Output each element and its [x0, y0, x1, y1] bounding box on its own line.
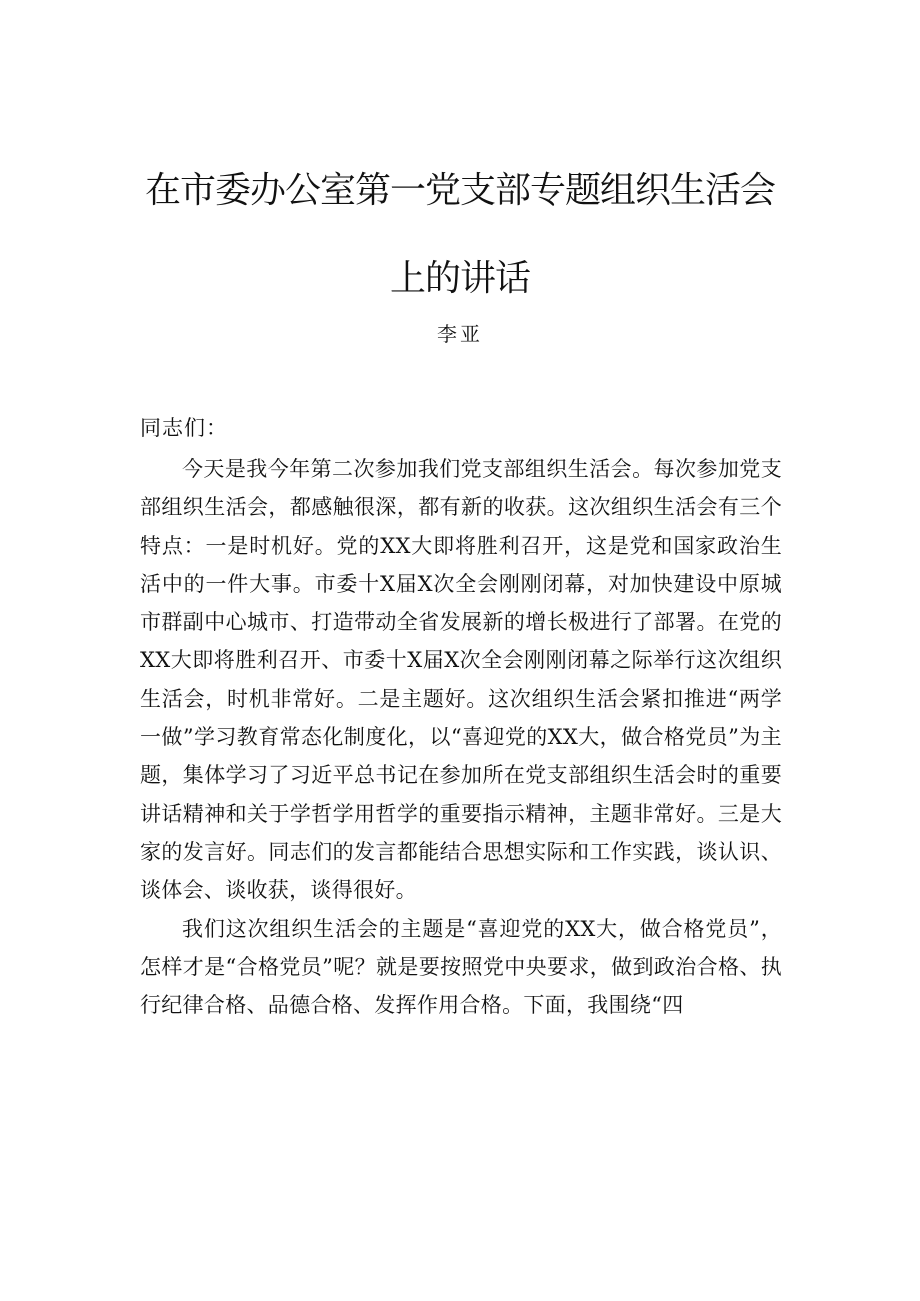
body-paragraph-1: 今天是我今年第二次参加我们党支部组织生活会。每次参加党支部组织生活会，都感触很深，都有新的收获。这次组织生活会有三个特点：一是时机好。党的XX大即将胜利召开，这是党和国家政治生活中的一件大事。市委十X届X次全会刚刚闭幕，对加快建设中原城市群副中心城市、打造带动全省发展新的增长极进行了部署。在党的XX大即将胜利召开、市委十X届X次全会刚刚闭幕之际举行这次组织生活会，时机非常好。二是主题好。这次组织生活会紧扣推进“两学一做”学习教育常态化制度化，以“喜迎党的XX大，做合格党员”为主题，集体学习了习近平总书记在参加所在党支部组织生活会时的重要讲话精神和关于学哲学用哲学的重要指示精神，主题非常好。三是大家的发言好。同志们的发言都能结合思想实际和工作实践，谈认识、谈体会、谈收获，谈得很好。	[140, 457, 782, 903]
document-title-line-2: 上的讲话	[389, 258, 530, 299]
salutation: 同志们：	[140, 416, 228, 440]
document-body	[140, 450, 782, 1024]
document-title-line-1: 在市委办公室第一党支部专题组织生活会	[144, 170, 775, 211]
author-name: 李亚	[437, 322, 483, 346]
body-paragraph-2: 我们这次组织生活会的主题是“喜迎党的XX大，做合格党员”，怎样才是“合格党员”呢？就是要按照党中央要求，做到政治合格、执行纪律合格、品德合格、发挥作用合格。下面，我围绕“四	[140, 916, 782, 1018]
